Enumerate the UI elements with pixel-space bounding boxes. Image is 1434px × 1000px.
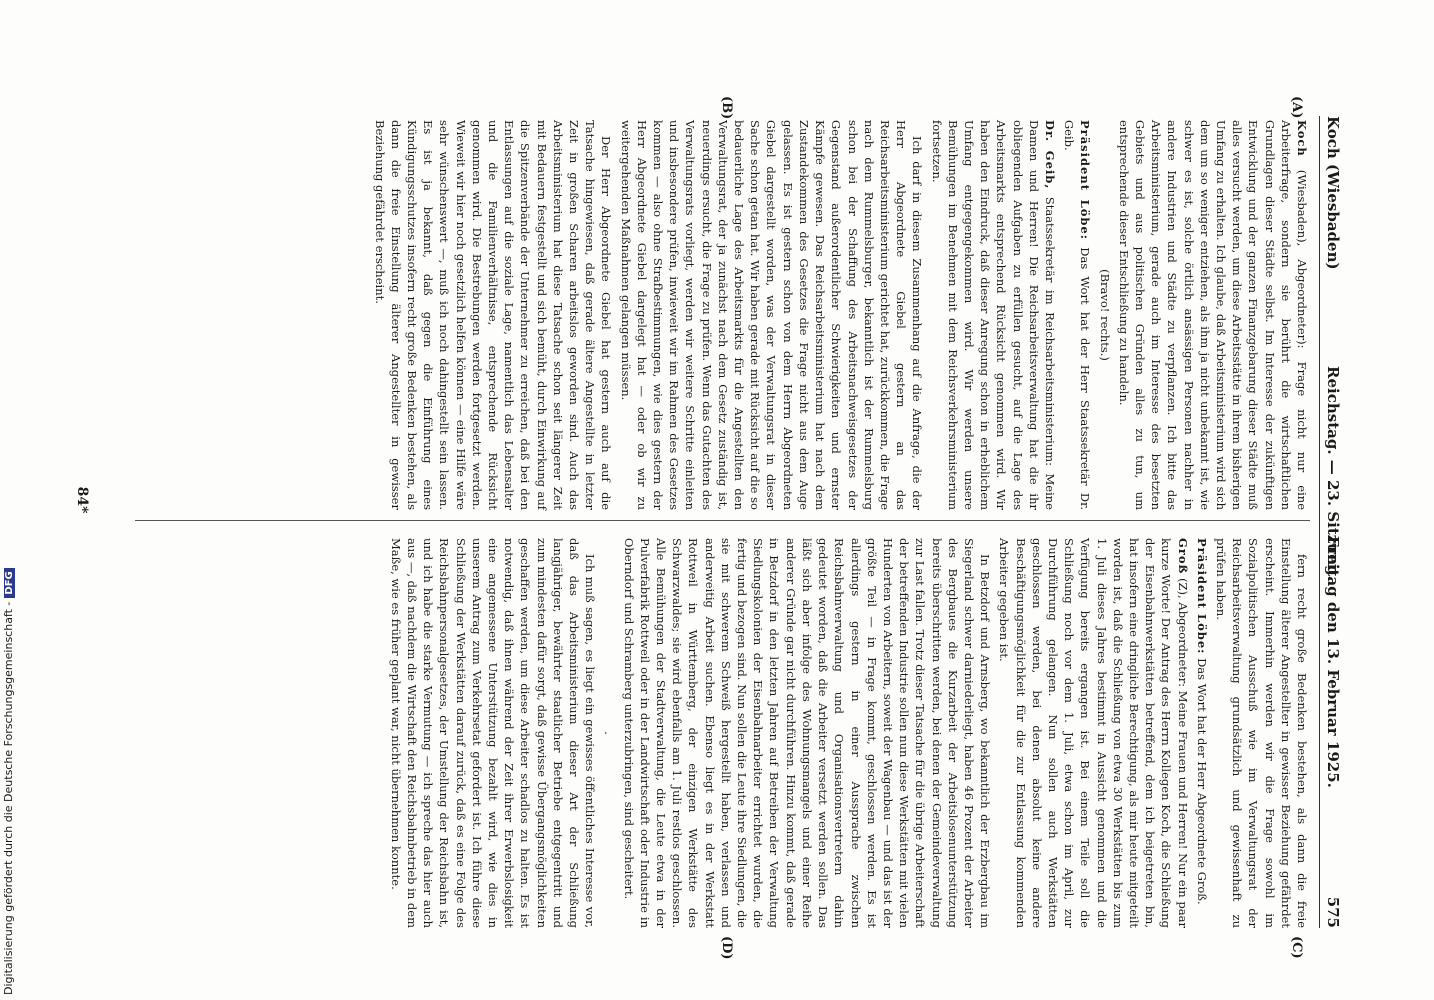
paragraph-text: Ich darf in diesem Zusammenhang auf die Anfrage, die der Herr Abgeordnete Giebel gestern an das Reichsarbeitsministerium gerichtet hat, zurückkommen, die Frage nach dem Rummelsburger, bekanntlich ist der Rummelsburg schon bei der Schaffung des Arbeitsnachweisgesetzes der Gegenstand außerordentlicher Schwierigkeiten und ernster Kämpfe gewesen. Das Reichsarbeitsministerium hat nach dem Zustandekommen des Gesetzes die Frage nicht aus dem Auge gelassen. Es ist gestern schon von dem Herrn Abgeordneten Giebel dargestellt worden, was der Verwaltungsrat in dieser Sache schon getan hat. Wir haben gerade mit Rücksicht auf die so bedauerliche Lage des Arbeitsmarkts für die Angestellten den Verwaltungsrat, der ja zunächst nach dem Gesetz zuständig ist, neuerdings ersucht, die Frage zu prüfen. Wenn das Gutachten des Verwaltungsrats vorliegt, werden wir weitere Schritte einleiten und insbesondere prüfen, inwieweit wir im Rahmen des Gesetzes kommen — also ohne Strafbestimmungen, wie dies gestern der Herr Abgeordnete Giebel dargelegt hat — oder ob wir zu weitergehenden Maßnahmen gelangen müssen.	[618, 120, 925, 510]
speaker-name: Dr. Geib,	[1042, 120, 1057, 190]
header-speaker: Koch (Wiesbaden)	[1324, 116, 1342, 270]
paragraph-text: Das Wort hat der Herr Abgeordnete Groß.	[1194, 658, 1209, 905]
paragraph-text: (Z), Abgeordneter: Meine Frauen und Herren! Nur ein paar kurze Worte! Der Antrag des Herrn Kollegen Koch, die Schließung der Eisenbahnwerkstätten betreffend, dem ich beigetreten bin, hat insofern eine dringliche Berechtigung, als mir heute mitgeteilt worden ist, daß die Schließung von etwa 30 Werkstätten bis zum 1. Juli dieses Jahres bestimmt in Aussicht genommen und die Verfügung bereits ergangen ist. Bei einem Teile soll die Schließung noch vor dem 1. Juli, etwa schon im April, zur Durchführung gelangen. Nun sollen auch Werkstätten geschlossen werden, bei denen absolut keine andere Beschäftigungsmöglichkeit für die zur Entlassung kommenden Arbeiter gegeben ist.	[997, 538, 1190, 929]
paragraph-text: Der Herr Abgeordnete Giebel hat gestern auch auf die Tatsache hingewiesen, daß gerade ältere Angestellte in letzter Zeit in großen Scharen arbeitslos geworden sind. Auch das Arbeitsministerium hat diese Tatsache schon seit längerer Zeit mit Bedauern festgestellt und sich bemüht, durch Einwirkung auf die Spitzenverbände der Unternehmer zu erreichen, daß bei den Entlassungen auf die soziale Lage, namentlich das Lebensalter und die Familienverhältnisse, entsprechende Rücksicht genommen wird. Die Bestrebungen werden fortgesetzt werden. Wieweit wir hier noch gesetzlich helfen können — eine Hilfe wäre sehr wünschenswert —, muß ich noch dahingestellt sein lassen. Es ist ja bekannt, daß gegen die Einführung eines Kündigungsschutzes insofern recht große Bedenken bestehen, als dann die freie Einstellung älterer Angestellter in gewisser Beziehung gefährdet erscheint.	[372, 120, 614, 510]
speaker-name: Groß	[1175, 538, 1190, 575]
paragraph	[1061, 120, 1093, 510]
page-header	[1319, 116, 1342, 928]
left-column	[368, 120, 1310, 510]
margin-mark-b: (B)	[719, 96, 734, 120]
paragraph-text: (Wiesbaden), Abgeordneter): Frage nicht nur eine Arbeiterfrage, sondern sie berührt die wirtschaftlichen Grundlagen dieser Städte selbst. Im Interesse der zukünftigen Entwicklung und der ganzen Finanzgebarung dieser Städte muß alles versucht werden, um diese Arbeitsstätte in ihrem bisherigen Umfang zu erhalten. Ich glaube, daß Arbeitsministerium wird sich dem um so weniger entziehen, als ihm ja nicht unbekannt ist, wie schwer es ist, solche örtlich ansässigen Personen nachher in andere Industrien und Städte zu verpflanzen. Ich bitte das Arbeitsministerium, gerade auch im Interesse des besetzten Gebiets und aus politischen Gründen alles zu tun, um entsprechende dieser Entschließung zu handeln.	[1116, 120, 1309, 511]
paragraph-text: In Betzdorf und Arnsberg, wo bekanntlich der Erzbergbau im Siegerland schwer darniederliegt, haben 46 Prozent der Arbeiter des Bergbaues die Kurzarbeit der Arbeitslosenunterstützung bereits überschritten werden, bei denen der Gemeindeverwaltung zur Last fallen. Trotz dieser Tatsache für die übrige Arbeiterschaft der betreffenden Industrie sollen nun diese Werkstätten mit vielen Hunderten von Arbeitern, soweit der Wagenbau — und das ist der größte Teil — in Frage kommt, geschlossen werden. Es ist allerdings gestern in einer Aussprache zwischen Reichsbahnverwaltung und Organisationsvertretern dahin gedeutet worden, daß die Arbeiter versetzt werden sollen. Das läßt sich aber infolge des Wohnungsmangels und einer Reihe anderer Gründe gar nicht durchführen. Hinzu kommt, daß gerade in Betzdorf in den letzten Jahren auf Betreiben der Verwaltung Siedlungskolonien der Eisenbahnarbeiter errichtet wurden, die fertig und bezogen sind. Nun sollen die Leute ihre Siedlungen, die sie mit schwerem Schweiß hergestellt haben, verlassen und anderweitig Arbeit suchen. Ebenso liegt es in der Werkstatt Rottweil in Württemberg, der einzigen Werkstätte des Schwarzwaldes; sie wird ebenfalls am 1. Juli restlos geschlossen. Alle Bemühungen der Stadtverwaltung, die Leute etwa in der Pulverfabrik Rottweil oder in der Landwirtschaft oder Industrie in Oberndorf und Schramberg unterzubringen, sind gescheitert.	[621, 538, 993, 928]
paragraph	[1194, 538, 1210, 928]
margin-mark-c: (C)	[1289, 936, 1304, 959]
paragraph-text: Ich muß sagen, es liegt ein gewisses öffentliches Interesse vor, daß das Arbeitsministerium dieser Art der Schließung langjähriger, bewährter staatlicher Betriebe entgegentritt und zum mindesten dafür sorgt, daß gewisse Übergangsmöglichkeiten geschaffen werden, um diese Arbeiter schadlos zu halten. Es ist notwendig, daß ihnen während der Zeit ihrer Erwerbslosigkeit eine angemessene Unterstützung bezahlt wird, wie dies in unserem Antrag zum Verkehrsetat gefordert ist. Ich führe diese Schließung der Werkstätten darauf zurück, daß es eine Folge des Reichsbahnpersonalgesetzes, der Umstellung der Reichsbahn ist, und ich habe die starke Vermutung — ich spreche das hier auch aus —, daß nachdem die Wirtschaft den Reichsbahnbetrieb in dem Maße, wie es früher geplant war, nicht übernehmen konnte.	[388, 538, 598, 928]
page-number: 575	[1324, 896, 1342, 928]
paragraph-text: Staatssekretär im Reichsarbeitsministerium: Meine Damen und Herren! Die Reichsarbeitsverwaltung hat die ihr obliegenden Aufgaben zu erfüllen gesucht, auf die Lage des Arbeitsmarkts entsprechend Rücksicht genommen wird. Wir haben den Eindruck, daß dieser Anregung schon in erheblichem Umfang entgegengekommen wird. Wir werden unsere Bemühungen im Benehmen mit dem Reichsverkehrsministerium fortsetzen.	[929, 120, 1057, 510]
paragraph	[928, 120, 1058, 510]
margin-mark-a: (A)	[1289, 96, 1304, 119]
right-column	[385, 538, 1310, 928]
dfg-logo: DFG	[4, 568, 15, 597]
speaker-name: Präsident Löbe:	[1078, 120, 1093, 240]
paragraph	[620, 538, 993, 928]
paragraph: (Bravo! rechts.)	[1097, 269, 1112, 361]
column-divider	[135, 520, 1310, 521]
paragraph	[996, 538, 1190, 928]
speaker-name: Koch	[1295, 120, 1309, 157]
paragraph	[1213, 538, 1310, 928]
speaker-name: Präsident Löbe:	[1194, 538, 1209, 655]
margin-mark-d: (D)	[719, 936, 734, 960]
paragraph: .	[602, 731, 617, 735]
digitization-stamp	[2, 0, 16, 1000]
paragraph	[1116, 120, 1310, 510]
paragraph-text: fern recht große Bedenken bestehen, als dann die freie Einstellung älterer Angestellter in gewisser Beziehung gefährdet erscheint. Immerhin werden wir die Frage sowohl im Sozialpolitischen Ausschuß wie im Verwaltungsrat der Reichsarbeitsverwaltung grundsätzlich und gewissenhaft zu prüfen haben.	[1213, 538, 1309, 928]
paragraph	[371, 120, 614, 510]
paragraph	[388, 538, 599, 928]
paragraph	[617, 120, 925, 510]
paragraph-text: Das Wort hat der Herr Staatssekretär Dr. Geib.	[1062, 120, 1093, 511]
header-session: Reichstag. — 23. Sitzung.	[1324, 366, 1342, 581]
footer-page-marker: 84*	[74, 486, 90, 514]
stamp-text: Digitalisierung gefördert durch die Deutsche Forschungsgemeinschaft -	[2, 601, 15, 995]
header-date: Freitag den 13. Februar 1925.	[1324, 536, 1342, 788]
